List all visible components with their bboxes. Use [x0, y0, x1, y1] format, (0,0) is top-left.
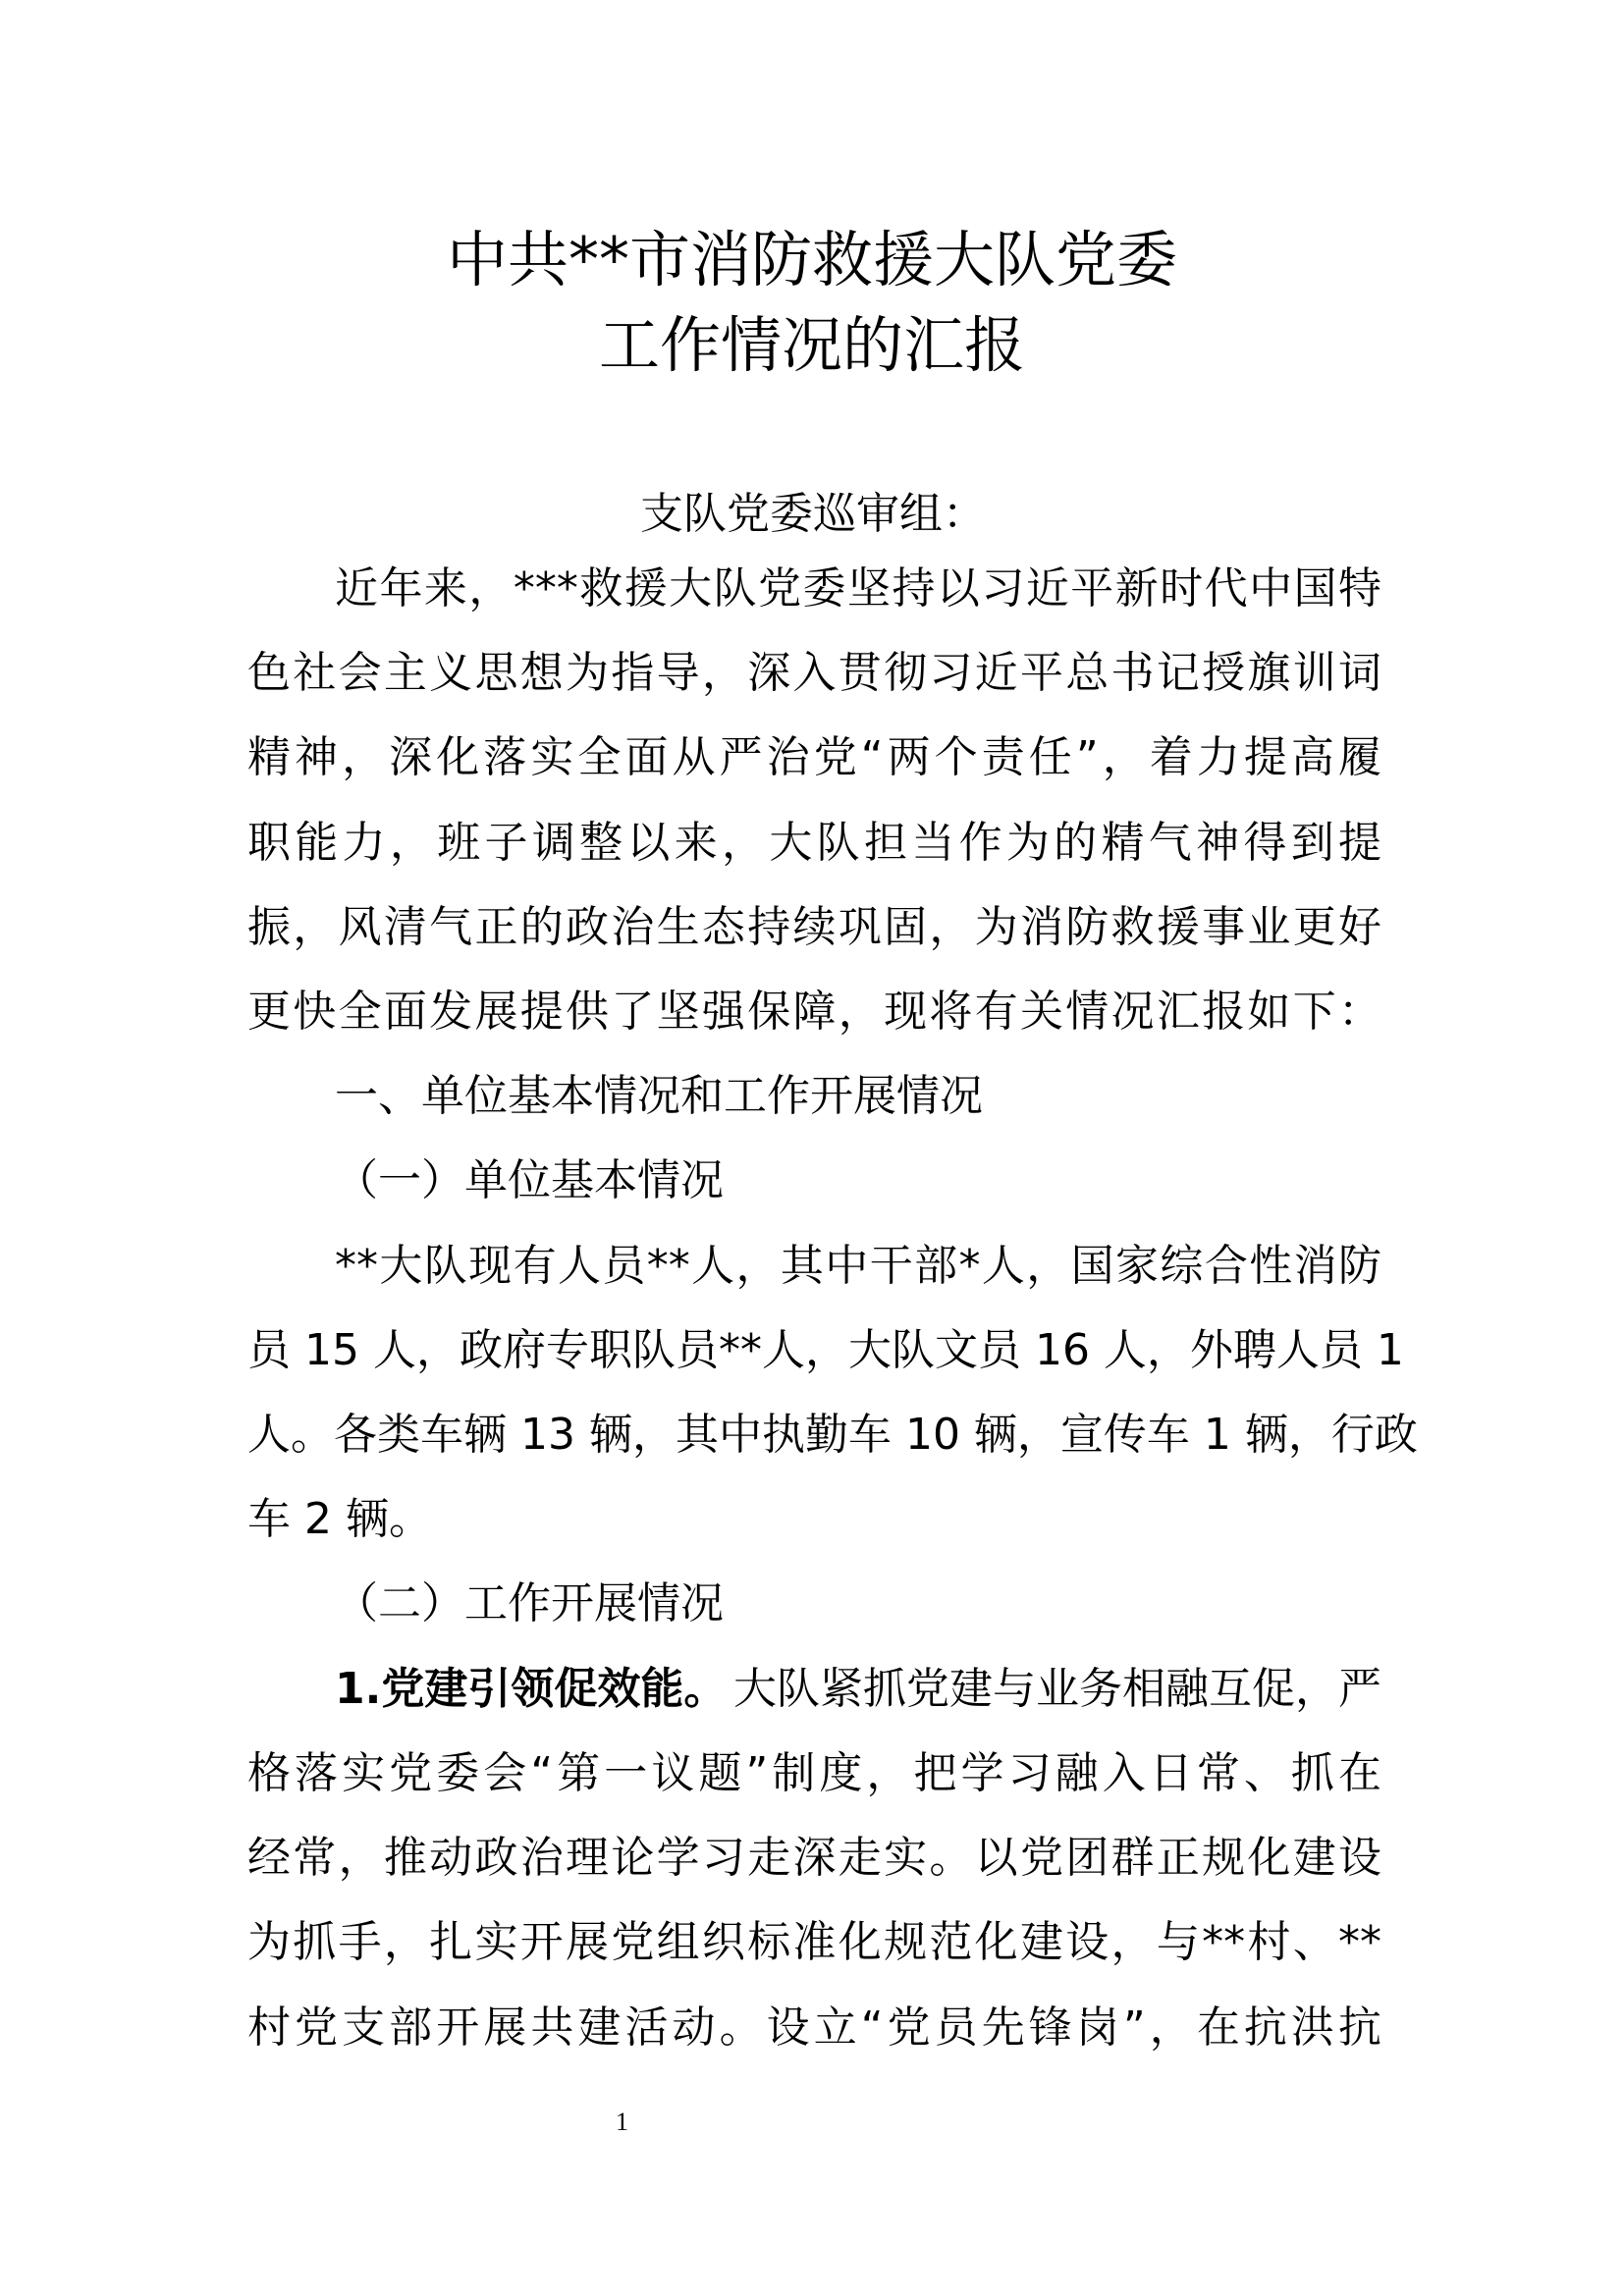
document-title-line-1: 中共**市消防救援大队党委: [446, 224, 1177, 295]
item-1-bold-lead: 1.党建引领促效能。: [335, 1664, 728, 1714]
item-1-line: 格落实党委会“第一议题”制度，把学习融入日常、抓在: [247, 1748, 1381, 1798]
basic-info-line: 员 15 人，政府专职队员**人，大队文员 16 人，外聘人员 1: [247, 1325, 1404, 1375]
item-1-line: 村党支部开展共建活动。设立“党员先锋岗”，在抗洪抗: [247, 2002, 1381, 2053]
intro-line: 振，风清气正的政治生态持续巩固，为消防救援事业更好: [247, 902, 1381, 952]
intro-line: 精神，深化落实全面从严治党“两个责任”，着力提高履: [247, 732, 1381, 782]
intro-line: 近年来，***救援大队党委坚持以习近平新时代中国特: [335, 563, 1381, 614]
subsection-2-heading: （二）工作开展情况: [335, 1578, 724, 1629]
basic-info-line: 车 2 辆。: [247, 1494, 432, 1544]
page-number: 1: [616, 2108, 628, 2136]
salutation: 支队党委巡审组：: [640, 489, 986, 539]
basic-info-line: **大队现有人员**人，其中干部*人，国家综合性消防: [335, 1241, 1381, 1291]
basic-info-line: 人。各类车辆 13 辆，其中执勤车 10 辆，宣传车 1 辆，行政: [247, 1410, 1418, 1460]
item-1-line: 经常，推动政治理论学习走深走实。以党团群正规化建设: [247, 1833, 1381, 1883]
section-1-heading: 一、单位基本情况和工作开展情况: [335, 1071, 983, 1121]
item-1-first-line-rest: 大队紧抓党建与业务相融互促，严: [733, 1664, 1381, 1714]
document-title-line-2: 工作情况的汇报: [598, 309, 1025, 381]
item-1-first-line: [335, 1660, 1381, 1719]
item-1-line: 为抓手，扎实开展党组织标准化规范化建设，与**村、**: [247, 1917, 1381, 1967]
subsection-1-heading: （一）单位基本情况: [335, 1155, 724, 1205]
intro-line: 职能力，班子调整以来，大队担当作为的精气神得到提: [247, 818, 1381, 868]
intro-line: 色社会主义思想为指导，深入贯彻习近平总书记授旗训词: [247, 648, 1381, 698]
intro-line: 更快全面发展提供了坚强保障，现将有关情况汇报如下：: [247, 987, 1381, 1037]
